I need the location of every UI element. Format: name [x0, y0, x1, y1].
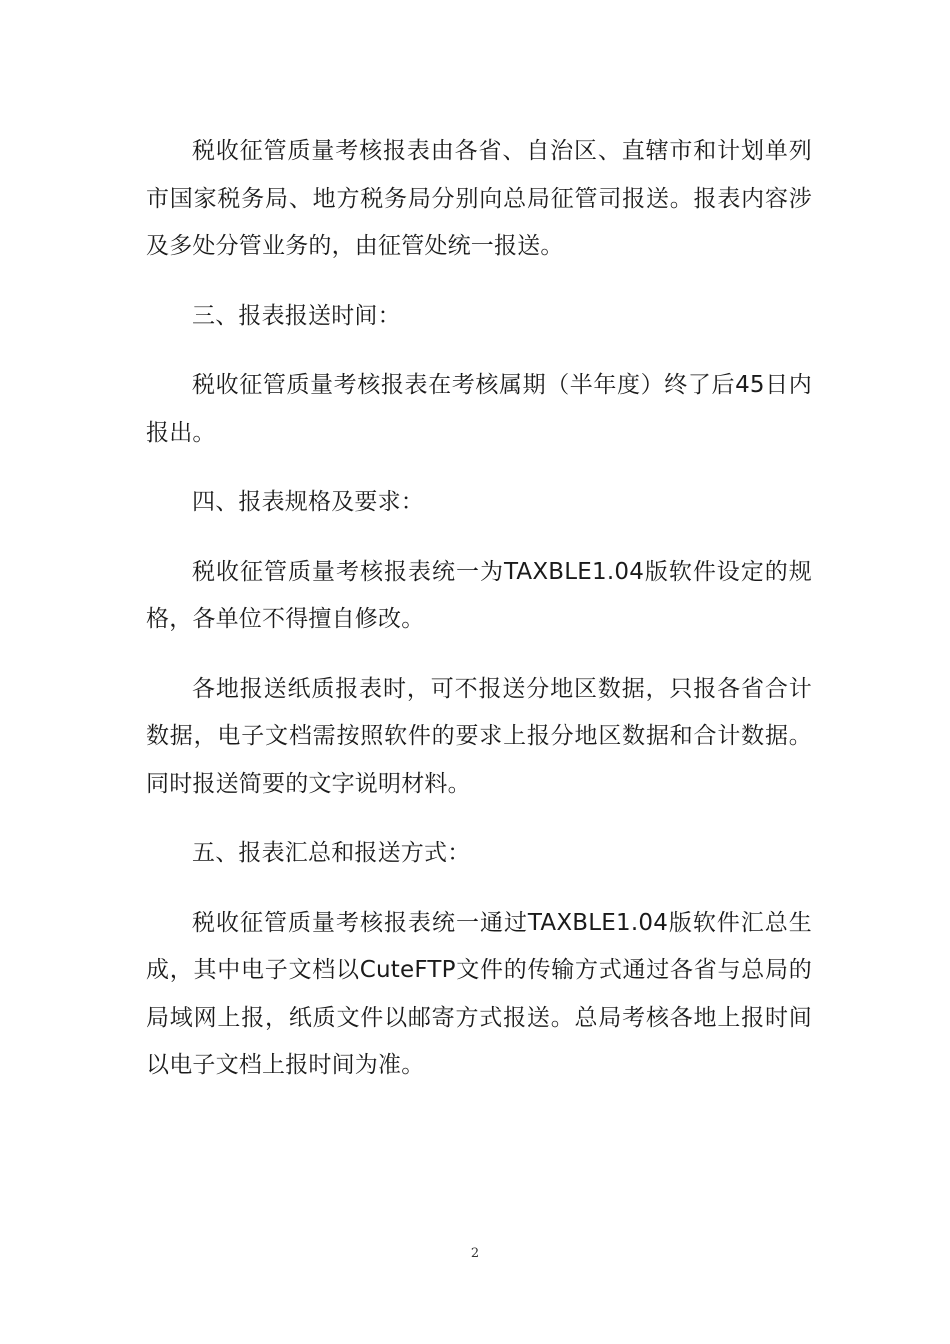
paragraph-aggregation-transmission: 税收征管质量考核报表统一通过TAXBLE1.04版软件汇总生成，其中电子文档以CuteFTP文件的传输方式通过各省与总局的局域网上报，纸质文件以邮寄方式报送。总局考核各地上报时间以电子文档上报时间为准。	[146, 909, 812, 1078]
paragraph-reporting-channel: 税收征管质量考核报表由各省、自治区、直辖市和计划单列市国家税务局、地方税务局分别向总局征管司报送。报表内容涉及多处分管业务的，由征管处统一报送。	[146, 138, 812, 259]
page-number: 2	[470, 1246, 480, 1261]
paragraph-paper-and-electronic: 各地报送纸质报表时，可不报送分地区数据，只报各省合计数据，电子文档需按照软件的要求上报分地区数据和合计数据。同时报送简要的文字说明材料。	[146, 675, 812, 797]
document-body	[146, 128, 812, 1112]
section-heading-format-requirements: 四、报表规格及要求：	[192, 489, 424, 515]
section-heading-aggregation-method: 五、报表汇总和报送方式：	[192, 840, 471, 866]
paragraph-submission-deadline: 税收征管质量考核报表在考核属期（半年度）终了后45日内报出。	[146, 372, 812, 446]
section-heading-submission-time: 三、报表报送时间：	[192, 302, 401, 329]
paragraph-software-format: 税收征管质量考核报表统一为TAXBLE1.04版软件设定的规格，各单位不得擅自修改。	[146, 558, 812, 632]
